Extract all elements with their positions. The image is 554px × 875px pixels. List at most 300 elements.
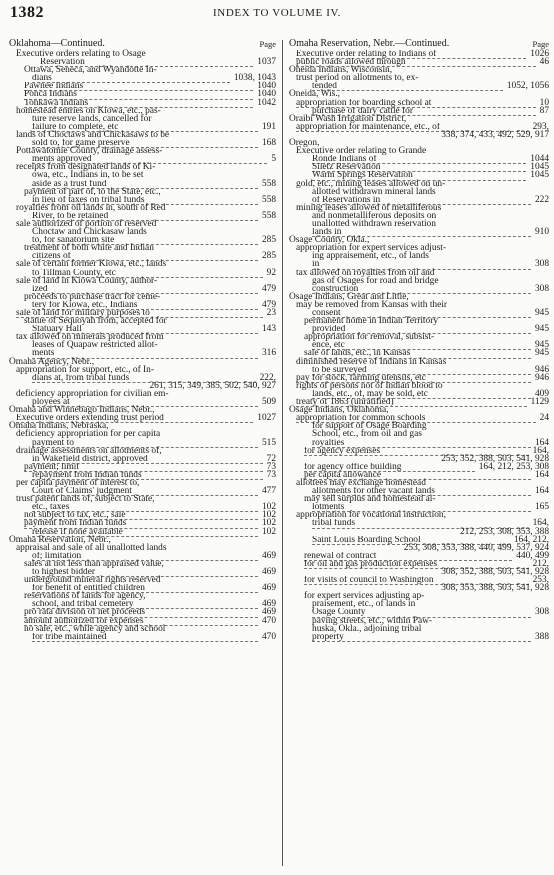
page-reference: 10 [539, 97, 549, 108]
entry-text: for agency expenses [304, 447, 529, 456]
entry-text: Pawnee Indians [24, 82, 253, 91]
page-reference: 409 [534, 388, 549, 399]
entry-text: mining leases allowed of metalliferous [296, 202, 442, 213]
entry-text: receipts from designated lands of Ki- [16, 162, 156, 173]
entry-text: sold to, for game preserve [32, 139, 258, 148]
page-reference: 469 [261, 550, 276, 561]
index-entry-line [9, 495, 276, 503]
page-reference: 308 [534, 607, 549, 618]
entry-text: permanent home in Indian Territory [304, 316, 439, 327]
index-entry-line [9, 147, 276, 155]
index-entry-line [9, 317, 276, 325]
page-reference: 946 [534, 364, 549, 375]
entry-text: Executive order relating to Grande [296, 146, 427, 157]
index-entry-line [289, 600, 549, 608]
page-reference: 1045 [530, 162, 549, 173]
entry-text: ized [32, 285, 258, 294]
entry-text: homestead entries on Kiowa, etc., pas- [16, 105, 161, 116]
entry-text: amount authorized for expenses [24, 617, 258, 626]
page-reference: 24 [539, 413, 549, 424]
entry-text: praisement, etc., of lands in [312, 599, 416, 610]
page-reference: 72 [266, 453, 276, 464]
page-column-label: Page [532, 39, 549, 49]
index-entry-line [9, 608, 276, 616]
entry-text: not subject to tax, etc., sale [24, 511, 258, 520]
index-entry-line [9, 455, 276, 463]
entry-text: to, for sanatorium site [32, 236, 258, 245]
entry-text: River, to be retained [32, 212, 258, 221]
index-entry-line [9, 463, 276, 471]
entry-text: Osage Indians, Great and Little, [289, 291, 409, 302]
entry-text: for oil and gas production expenses [304, 560, 529, 569]
entry-text: appropriation for vocational instruction, [296, 510, 446, 521]
index-entry-line [9, 260, 276, 268]
page-reference: 92 [266, 267, 276, 278]
index-entry-line [9, 479, 276, 487]
page-column-label: Page [259, 39, 276, 49]
page-reference: 164 [534, 469, 549, 480]
page-reference: 477 [261, 486, 276, 497]
column-heading: Omaha Reservation, Nebr.—Continued. [289, 38, 450, 49]
entry-text: tery for Kiowa, etc., Indians [32, 301, 258, 310]
entry-text: release if none available [32, 528, 258, 537]
entry-text: for expert services adjusting ap- [304, 591, 425, 602]
entry-text: public roads allowed through [296, 58, 536, 67]
index-entry-line [9, 503, 276, 511]
index-entry-line [289, 301, 549, 309]
entry-text: tax allowed on royalties from oil and [296, 267, 435, 278]
entry-text: purchase of dairy cattle for [312, 107, 536, 116]
entry-text: aside as a trust fund [32, 180, 258, 189]
entry-text: royalties [312, 439, 531, 448]
left-index-column [9, 38, 276, 868]
page-reference: 87 [539, 105, 549, 116]
entry-text: 308, 353, 388, 503, 541, 928 [441, 583, 549, 594]
index-entry-line [9, 90, 276, 98]
entry-text: construction [312, 285, 531, 294]
index-entry-line [289, 358, 549, 366]
entry-text: Omaha Indians, Nebraska, [9, 421, 109, 432]
entry-text: gold, etc., mining leases allowed on un- [296, 178, 446, 189]
page-reference: 23 [266, 308, 276, 318]
page-reference: 558 [261, 194, 276, 205]
page-reference: 102 [261, 502, 276, 513]
index-entry-line [9, 560, 276, 568]
page-reference: 102 [261, 518, 276, 529]
entry-text: sale of land in Kiowa County, author- [16, 275, 158, 286]
entry-text: payment to [32, 439, 258, 448]
entry-text: payment of part of, to the State, etc., [24, 186, 161, 197]
index-entry-line [9, 301, 276, 309]
index-entry-line [9, 511, 276, 519]
entry-text: allotted withdrawn mineral lands [312, 186, 436, 197]
entry-text: appropriation for maintenance, etc., of [296, 123, 529, 132]
entry-text: Pottawatomie County, drainage assess- [16, 146, 163, 157]
entry-text: for tribe maintained [32, 633, 258, 642]
entry-text: reservations of lands for agency, [24, 591, 146, 602]
entry-text: no sale, etc., while agency and school [24, 623, 166, 634]
index-entry-line [9, 600, 276, 608]
entry-text: Executive orders relating to Osage [16, 49, 146, 59]
entry-text: deficiency appropriation for civilian em- [16, 388, 169, 399]
entry-text: lotments [312, 503, 531, 512]
entry-text: for support of Osage Boarding [312, 421, 427, 432]
page-reference: 1045 [530, 170, 549, 181]
entry-text: property [312, 633, 531, 642]
index-entry-line [289, 317, 549, 325]
entry-text: appropriation for support, etc., of In- [16, 364, 154, 375]
index-entry-line [9, 430, 276, 438]
page-reference: 1052, 1056 [506, 81, 549, 92]
page-reference: 479 [261, 299, 276, 310]
entry-text: to highest bidder [32, 568, 258, 577]
page-reference: 470 [261, 631, 276, 642]
page-reference: 164, [532, 518, 549, 529]
entry-text: dians [32, 74, 230, 83]
page-reference: 168 [261, 138, 276, 149]
page-reference: 222 [534, 194, 549, 205]
page-reference: 164, 212, 253, 308 [478, 461, 549, 472]
entry-text: huska, Okla., adjoining tribal [312, 623, 422, 634]
index-entry-line [9, 544, 276, 552]
entry-text: Executive orders extending trust period [16, 414, 253, 423]
entry-text: in lieu of taxes on tribal funds [32, 196, 258, 205]
page-reference: 1040 [257, 81, 276, 92]
entry-text: Siletz Reservation [312, 163, 526, 172]
page-reference: 308 [534, 259, 549, 270]
page-reference: 165 [534, 502, 549, 513]
entry-text: lands, etc., of, may be sold, etc [312, 390, 531, 399]
entry-text: allotments for other vacant lands [312, 487, 531, 496]
index-entry-line [289, 115, 549, 123]
index-entry-line [9, 50, 276, 58]
page-reference: 285 [261, 235, 276, 246]
page-reference: 102 [261, 526, 276, 537]
index-entry-line [9, 576, 276, 584]
page-reference: 102 [261, 510, 276, 521]
column-heading-row [289, 38, 549, 50]
entry-text: Statuary Hall [32, 325, 258, 334]
entry-text: diminished reserve of Indians in Kansas [296, 356, 447, 367]
index-entry-line [289, 147, 549, 155]
index-entry-line [9, 131, 276, 139]
entry-text: sale of lands, etc., in Kansas [304, 349, 531, 358]
index-entry-line [289, 277, 549, 285]
index-entry-line [9, 228, 276, 236]
entry-text: Oneida Indians, Wisconsin, [289, 65, 393, 76]
index-entry-line [9, 244, 276, 252]
index-entry-line [289, 252, 549, 260]
entry-text: payment; limit [24, 463, 263, 472]
entry-text: 212, 253, 308, 353, 388 [459, 526, 549, 537]
right-index-column [289, 38, 549, 868]
index-entry-line [289, 495, 549, 503]
entry-text: gas of Osages for road and bridge [312, 275, 439, 286]
index-entry-line [289, 479, 549, 487]
entry-text: and nonmetalliferous deposits on [312, 210, 437, 221]
index-entry-line [289, 463, 549, 471]
index-entry-line [289, 625, 549, 633]
page-reference: 558 [261, 210, 276, 221]
entry-text: Court of Claims' judgment [32, 487, 258, 496]
index-entry-line [289, 406, 549, 414]
page-reference: 469 [261, 599, 276, 610]
entry-text: to be surveyed [312, 366, 531, 375]
page-reference: 945 [534, 324, 549, 335]
entry-text: Choctaw and Chickasaw lands [32, 227, 147, 238]
page-reference: 316 [261, 348, 276, 359]
entry-text: appropriation for boarding school at [296, 99, 536, 108]
index-entry-line [289, 382, 549, 390]
page-reference: 164 [534, 437, 549, 448]
entry-text: in Wakefield district, approved [32, 455, 263, 464]
entry-text: Ottawa, Seneca, and Wyandotte In- [24, 65, 157, 76]
index-entry-line [289, 430, 549, 438]
entry-text: provided [312, 325, 531, 334]
index-entry-line [289, 188, 549, 196]
entry-text: owa, etc., Indians in, to be set [32, 170, 144, 181]
index-entry-line [9, 390, 276, 398]
index-entry-line [9, 625, 276, 633]
index-entry-line [289, 366, 549, 374]
entry-text: 261, 315, 349, 385, 502, 540, 927 [149, 380, 276, 391]
index-entry-line [289, 439, 549, 447]
entry-text: appropriation for removal, subsist- [304, 332, 435, 343]
entry-text: ployees at [32, 398, 258, 407]
page-reference: 509 [261, 397, 276, 408]
entry-text: Warm Springs Reservation [312, 171, 526, 180]
page-reference: 164, 212, [513, 534, 549, 545]
index-entry-line [289, 568, 549, 576]
page-reference: 1042 [257, 97, 276, 108]
column-heading: Oklahoma—Continued. [9, 38, 105, 49]
page-reference: 164, [532, 445, 549, 456]
page-reference: 470 [261, 615, 276, 626]
page-reference: 1044 [530, 154, 549, 165]
index-entry-line [9, 406, 276, 414]
page-reference: 1027 [257, 413, 276, 424]
entry-text: for benefit of entitled children [32, 584, 258, 593]
entry-text: Osage Indians, Oklahoma, [289, 405, 389, 416]
entry-text: Osage County [312, 608, 531, 617]
entry-text: to Tillman County, etc [32, 269, 263, 278]
entry-text: may be removed from Kansas with their [296, 299, 447, 310]
entry-text: in [312, 260, 531, 269]
entry-text: 338, 374, 433, 492, 529, 917 [441, 129, 549, 140]
page-reference: 469 [261, 583, 276, 594]
entry-text: of Reservations in [312, 196, 531, 205]
entry-text: allottees may exchange homestead [296, 477, 426, 488]
entry-text: statue of Sequoyah from, accepted for [24, 316, 167, 327]
page-reference: 469 [261, 567, 276, 577]
entry-text: ence, etc [312, 341, 531, 350]
entry-text: pro rata division of net proceeds [24, 608, 258, 617]
entry-text: sale of land for military purposes to [16, 309, 263, 318]
entry-text: Saint Louis Boarding School [312, 536, 510, 545]
entry-text: Tonkawa Indians [24, 99, 253, 108]
entry-text: consent [312, 309, 531, 318]
entry-text: 253, 308, 353, 388, 440, 499, 537, 924 [403, 542, 549, 553]
page-reference: 293, [532, 121, 549, 132]
page-reference: 253, [532, 575, 549, 586]
page-reference: 388 [534, 631, 549, 642]
entry-text: royalties from oil lands in, south of Red [16, 202, 166, 213]
entry-text: for visits of council to Washington [304, 576, 529, 585]
entry-text: dians at, from tribal funds [32, 374, 256, 383]
entry-text: appropriation for common schools [296, 414, 536, 423]
entry-text: payment from Indian funds [24, 519, 258, 528]
entry-text: leases of Quapaw restricted allot- [32, 340, 158, 351]
index-entry-line [9, 633, 276, 641]
page-reference: 945 [534, 308, 549, 318]
entry-text: underground mineral rights reserved [24, 575, 161, 586]
entry-text: per capita payment of interest to, [16, 477, 140, 488]
index-entry-line [289, 333, 549, 341]
index-entry-line [289, 552, 549, 560]
entry-text: Oregon, [289, 138, 320, 149]
entry-text: Omaha and Winnebago Indians, Nebr., [9, 405, 155, 416]
entry-text: Executive order relating to Indians of [296, 50, 526, 59]
entry-text: etc., taxes [32, 503, 258, 512]
index-entry-line [289, 220, 549, 228]
entry-text: appraisal and sale of all unallotted lands [16, 542, 167, 553]
page-reference: 515 [261, 437, 276, 448]
page-reference: 212, [532, 558, 549, 569]
entry-text: sale authorized of portion of reserved [16, 218, 157, 229]
index-entry-line [289, 341, 549, 349]
entry-text: tribal funds [312, 519, 529, 528]
entry-text: Omaha Agency, Nebr., [9, 356, 95, 367]
entry-text: unallotted withdrawn reservation [312, 218, 436, 229]
page-reference: 285 [261, 251, 276, 262]
entry-text: treatment of both white and Indian [24, 243, 154, 254]
page-reference: 1129 [530, 397, 549, 408]
index-entry-line [9, 115, 276, 123]
page-reference: 910 [534, 227, 549, 238]
entry-text: tended [312, 82, 503, 91]
index-entry-line [289, 163, 549, 171]
index-entry-line [9, 277, 276, 285]
page-reference: 5 [271, 154, 276, 165]
entry-text: Omaha Reservation, Nebr., [9, 534, 111, 545]
entry-text: drainage assessments on allotments of, [16, 445, 162, 456]
entry-text: Oraibi Wash Irrigation District, [289, 113, 407, 124]
entry-text: pay for stock, farming utensils, etc [296, 374, 531, 383]
running-title: INDEX TO VOLUME IV. [213, 7, 341, 19]
entry-text: 308, 352, 388, 503, 541, 928 [441, 567, 549, 577]
entry-text: lands in [312, 228, 531, 237]
entry-text: Osage County, Okla., [289, 235, 370, 246]
page-reference: 191 [261, 121, 276, 132]
entry-text: 253, 352, 388, 503, 541, 928 [441, 453, 549, 464]
index-entry-line [9, 366, 276, 374]
index-entry-line [9, 293, 276, 301]
page-reference: 558 [261, 178, 276, 189]
entry-text: trust period on allotments to, ex- [296, 73, 419, 84]
page-reference: 469 [261, 607, 276, 618]
page-reference: 164 [534, 486, 549, 497]
column-divider [282, 40, 283, 866]
page-reference: 1038, 1043 [233, 73, 276, 84]
entry-text: citizens of [32, 252, 258, 261]
entry-text: deficiency appropriation for per capita [16, 429, 161, 440]
page-reference: 945 [534, 340, 549, 351]
entry-text: failure to complete, etc [32, 123, 258, 132]
index-entry-line [289, 90, 549, 98]
page-reference: 479 [261, 283, 276, 294]
entry-text: appropriation for expert services adjust- [296, 243, 446, 254]
page-reference: 308 [534, 283, 549, 294]
index-entry-line [9, 592, 276, 600]
entry-text: for agency office building [304, 463, 475, 472]
page-reference: 73 [266, 469, 276, 480]
page-reference: 143 [261, 324, 276, 335]
page-reference: 945 [534, 348, 549, 359]
index-entry-line [289, 99, 549, 107]
entry-text: Ponca Indians [24, 90, 253, 99]
page-reference: 440, 499 [516, 550, 549, 561]
index-entry-line [289, 131, 549, 139]
page-reference: 946 [534, 372, 549, 383]
entry-text: ture reserve lands, cancelled for [32, 113, 152, 124]
page-reference: 1026 [530, 49, 549, 59]
index-entry-line [9, 204, 276, 212]
index-entry-line [9, 171, 276, 179]
index-entry-line [9, 74, 276, 82]
entry-text: ing appraisement, etc., of lands [312, 251, 429, 262]
entry-text: renewal of contract [304, 552, 512, 561]
index-entry-line [9, 341, 276, 349]
index-entry-line [9, 447, 276, 455]
index-entry-line [289, 528, 549, 536]
page-reference: 1040 [257, 89, 276, 100]
index-entry-line [289, 155, 549, 163]
index-entry-line [9, 519, 276, 527]
page-number: 1382 [10, 4, 44, 21]
index-entry-line [289, 50, 549, 58]
index-entry-line [289, 390, 549, 398]
entry-text: tax allowed on minerals produced from [16, 332, 164, 343]
entry-text: paving streets, etc., within Paw- [312, 615, 433, 626]
entry-text: proceeds to purchase tract for ceme- [24, 291, 161, 302]
index-entry-line [289, 633, 549, 641]
page-reference: 1037 [257, 57, 276, 68]
index-entry-line [289, 511, 549, 519]
entry-text: ments [32, 349, 258, 358]
entry-text: School, etc., from oil and gas [312, 429, 422, 440]
entry-text: Reservation [40, 58, 253, 67]
entry-text: Ronde Indians of [312, 155, 526, 164]
entry-text: ments approved [32, 155, 267, 164]
entry-text: Oneida, Wis., [289, 89, 341, 100]
page-reference: 222, [259, 372, 276, 383]
index-entry-line [9, 82, 276, 90]
entry-text: may sell surplus and homestead al- [304, 494, 436, 505]
entry-text: lands of Choctaws and Chickasaws to be [16, 129, 170, 140]
entry-text: sale of certain former Kiowa, etc., lands [16, 259, 167, 270]
page-reference: 73 [266, 461, 276, 472]
index-entry-line [289, 544, 549, 552]
page-reference: 46 [539, 57, 549, 68]
index-entry-line [9, 188, 276, 196]
entry-text: repayment from Indian funds [32, 471, 263, 480]
entry-text: rights of persons not of Indian blood to [296, 380, 443, 391]
entry-text: trust patent lands of, subject to State, [16, 494, 155, 505]
entry-text: school, and tribal cemetery [32, 600, 258, 609]
entry-text: of; limitation [32, 552, 258, 561]
entry-text: per capita allowance [304, 471, 531, 480]
entry-text: treaty of 1863 (unratified) [296, 398, 527, 407]
